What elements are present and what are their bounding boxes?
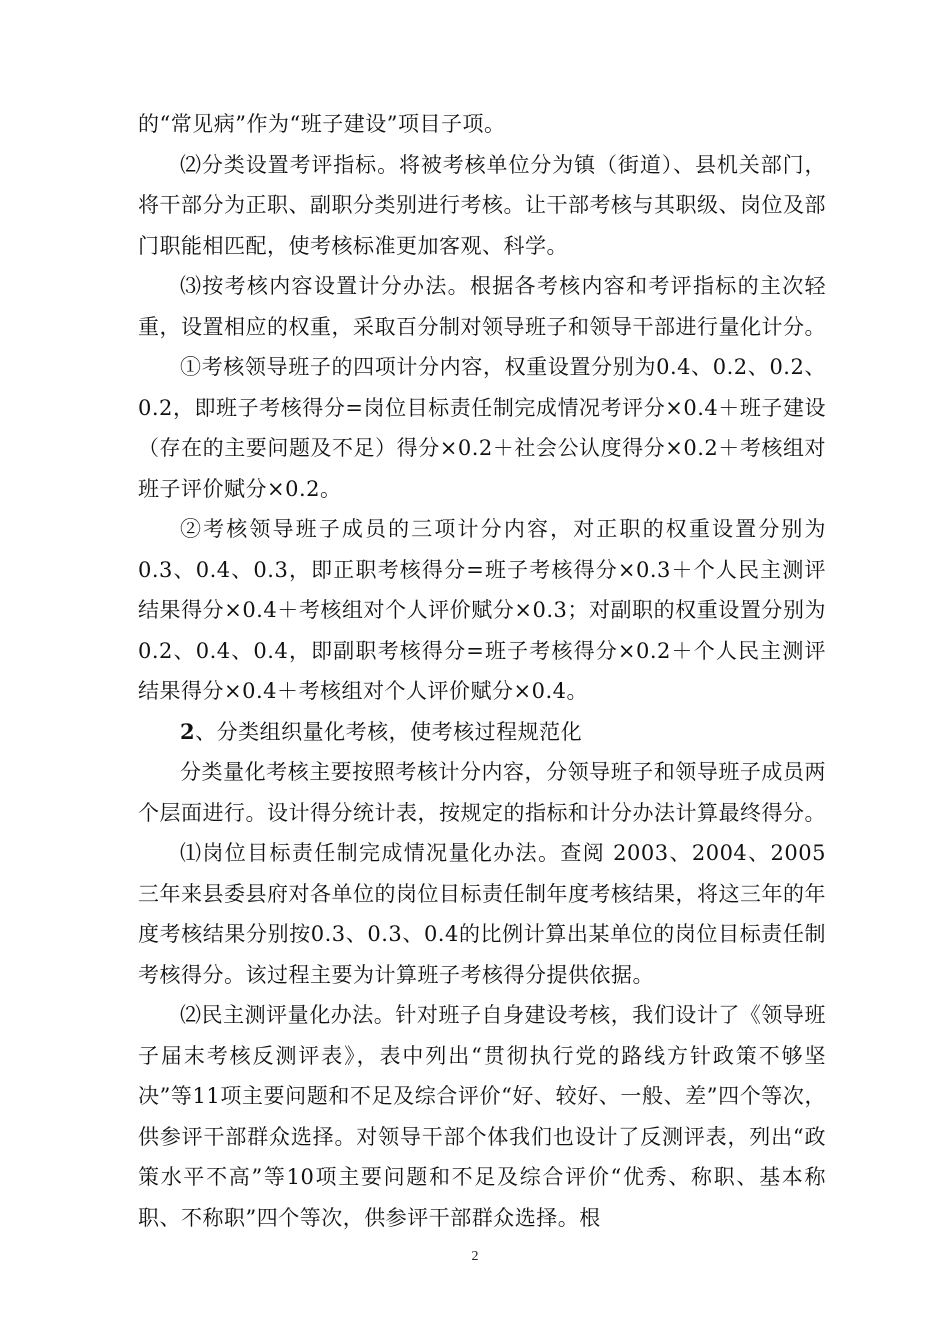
paragraph-scoring-method: ⑶按考核内容设置计分办法。根据各考核内容和考评指标的主次轻重，设置相应的权重，采取百分制对领导班子和领导干部进行量化计分。 bbox=[138, 274, 826, 339]
section-heading-number: 2 bbox=[180, 718, 196, 744]
paragraph-continuation: 的“常见病”作为“班子建设”项目子项。 bbox=[138, 112, 506, 136]
section-heading-text: 分类组织量化考核，使考核过程规范化 bbox=[216, 719, 583, 744]
paragraph-team-weights: ①考核领导班子的四项计分内容，权重设置分别为0.4、0.2、0.2、0.2，即班子考核得分=岗位目标责任制完成情况考评分×0.4＋班子建设（存在的主要问题及不足）得分×0.2＋社会公认度得分×0.2＋考核组对班子评价赋分×0.2。 bbox=[138, 355, 826, 501]
paragraph-target-responsibility: ⑴岗位目标责任制完成情况量化办法。查阅 2003、2004、2005三年来县委县府对各单位的岗位目标责任制年度考核结果，将这三年的年度考核结果分别按0.3、0.3、0.4的比例计算出某单位的岗位目标责任制考核得分。该过程主要为计算班子考核得分提供依据。 bbox=[138, 841, 826, 987]
paragraph-classification-indicators: ⑵分类设置考评指标。将被考核单位分为镇（街道）、县机关部门，将干部分为正职、副职分类别进行考核。让干部考核与其职级、岗位及部门职能相匹配，使考核标准更加客观、科学。 bbox=[138, 152, 826, 258]
paragraph-quantitative-assessment: 分类量化考核主要按照考核计分内容，分领导班子和领导班子成员两个层面进行。设计得分统计表，按规定的指标和计分办法计算最终得分。 bbox=[138, 760, 826, 825]
document-body bbox=[138, 104, 826, 1238]
section-heading bbox=[138, 712, 826, 753]
page-number: 2 bbox=[471, 1249, 479, 1264]
paragraph-member-weights: ②考核领导班子成员的三项计分内容，对正职的权重设置分别为0.3、0.4、0.3，即正职考核得分=班子考核得分×0.3＋个人民主测评结果得分×0.4＋考核组对个人评价赋分×0.3；对副职的权重设置分别为 0.2、0.4、0.4，即副职考核得分=班子考核得分×0.2＋个人民主测评结果得分×0.4＋考核组对个人评价赋分×0.4。 bbox=[138, 517, 826, 703]
paragraph-democratic-evaluation: ⑵民主测评量化办法。针对班子自身建设考核，我们设计了《领导班子届末考核反测评表》，表中列出“贯彻执行党的路线方针政策不够坚决”等11项主要问题和不足及综合评价“好、较好、一般、差”四个等次，供参评干部群众选择。对领导干部个体我们也设计了反测评表，列出“政策水平不高”等10项主要问题和不足及综合评价“优秀、称职、基本称职、不称职”四个等次，供参评干部群众选择。根 bbox=[138, 1003, 826, 1230]
section-heading-separator: 、 bbox=[195, 719, 217, 744]
